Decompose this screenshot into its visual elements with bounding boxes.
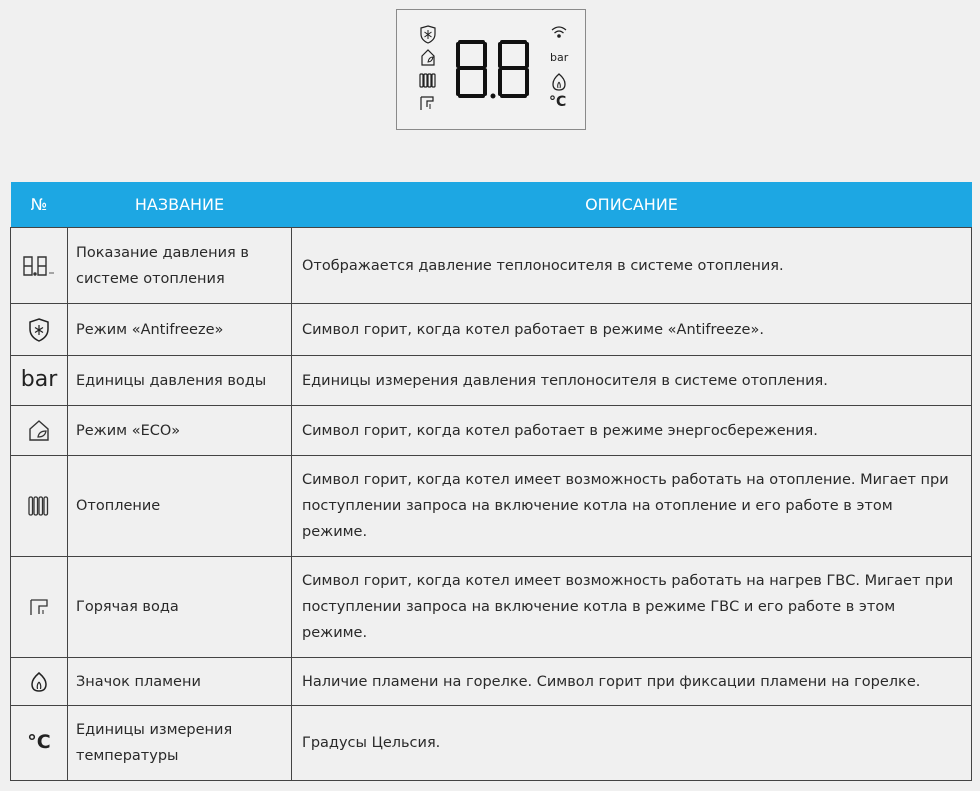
table-row: [11, 658, 972, 706]
table-row: [11, 406, 972, 456]
radiator-icon: [27, 495, 51, 517]
table-row: [11, 557, 972, 658]
display-icons: [397, 10, 584, 128]
row-name: Показание давления в системе отопления: [68, 228, 292, 304]
row-name: Режим «ECO»: [68, 406, 292, 456]
row-description: Единицы измерения давления теплоносителя в системе отопления.: [292, 356, 972, 406]
row-name: Режим «Antifreeze»: [68, 304, 292, 356]
antifreeze-icon: [421, 26, 435, 43]
row-description: Наличие пламени на горелке. Символ горит при фиксации пламени на горелке.: [292, 658, 972, 706]
flame-icon: [29, 671, 49, 693]
table-header-row: [11, 182, 972, 228]
row-description: Отображается давление теплоносителя в системе отопления.: [292, 228, 972, 304]
tap-icon: [28, 597, 50, 617]
row-description: Символ горит, когда котел работает в режиме энергосбережения.: [292, 406, 972, 456]
row-name: Значок пламени: [68, 658, 292, 706]
seven-segment-digits: [458, 42, 527, 99]
flame-icon: [553, 74, 565, 90]
eco-house-icon: [27, 419, 51, 443]
table-row: [11, 456, 972, 557]
header-name: НАЗВАНИЕ: [68, 182, 292, 228]
row-description: Символ горит, когда котел имеет возможность работать на нагрев ГВС. Мигает при поступлении запроса на включение котла в режиме ГВС и его работе в этом режиме.: [292, 557, 972, 658]
celsius-icon: °C: [27, 731, 51, 753]
display-bar-label: bar: [550, 51, 569, 64]
header-description: ОПИСАНИЕ: [292, 182, 972, 228]
table-row: [11, 706, 972, 781]
legend-table: [10, 182, 972, 781]
antifreeze-icon: [27, 317, 51, 343]
display-celsius-label: °C: [549, 94, 567, 110]
header-number: №: [11, 182, 68, 228]
row-name: Единицы давления воды: [68, 356, 292, 406]
boiler-display-panel: [396, 9, 586, 130]
table-row: [11, 228, 972, 304]
tap-icon: [421, 97, 433, 110]
digits-icon: [21, 254, 57, 278]
wifi-icon: [552, 27, 566, 37]
radiator-icon: [420, 74, 435, 87]
row-description: Градусы Цельсия.: [292, 706, 972, 781]
row-description: Символ горит, когда котел работает в режиме «Antifreeze».: [292, 304, 972, 356]
row-name: Горячая вода: [68, 557, 292, 658]
row-name: Отопление: [68, 456, 292, 557]
row-name: Единицы измерения температуры: [68, 706, 292, 781]
eco-house-icon: [422, 50, 434, 65]
bar-unit-icon: bar: [20, 366, 58, 392]
table-row: [11, 304, 972, 356]
row-description: Символ горит, когда котел имеет возможность работать на отопление. Мигает при поступлении запроса на включение котла на отопление и его работе в этом режиме.: [292, 456, 972, 557]
table-row: [11, 356, 972, 406]
